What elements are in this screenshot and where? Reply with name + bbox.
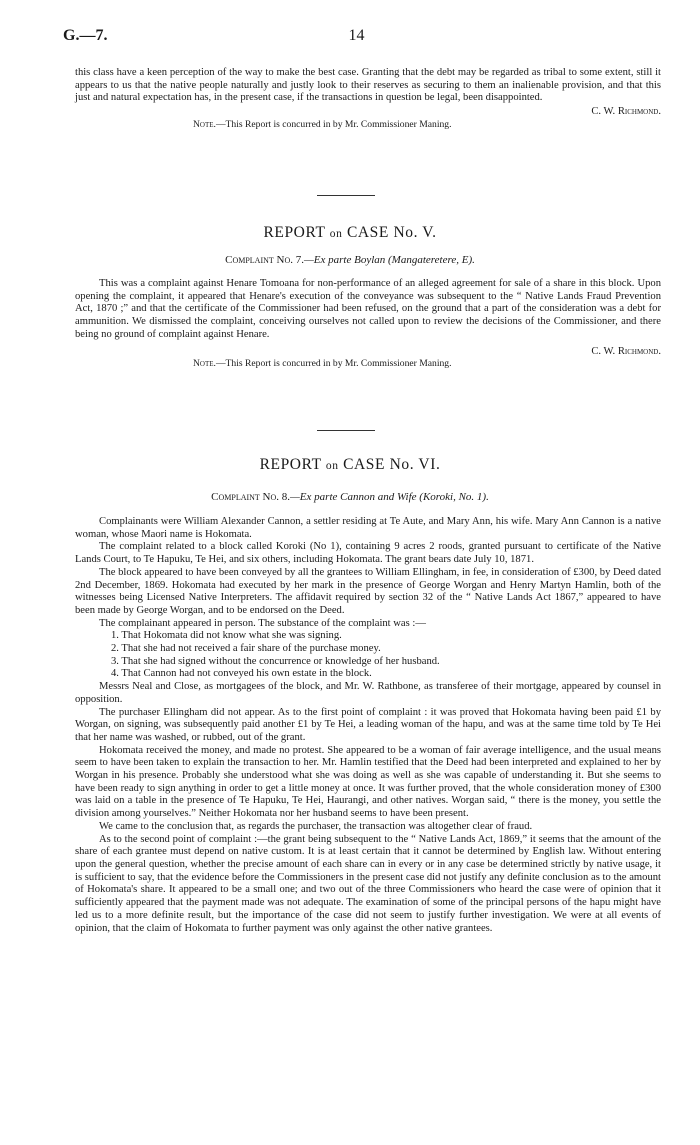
title-number: V.	[422, 224, 437, 241]
title-word: No.	[389, 456, 415, 473]
page-number: 14	[348, 27, 365, 44]
title-word: REPORT	[259, 456, 322, 473]
note-text: —This Report is concurred in by Mr. Commissioner Maning.	[215, 118, 452, 130]
section-divider	[317, 195, 375, 196]
complaint-place: (Koroki, No. 1).	[419, 491, 489, 503]
case6-paragraph: Hokomata received the money, and made no protest. She appeared to be a woman of fair average intelligence, and the usual means seem to have been taken to explain the transaction to her. Mr. Hamlin testified that the Deed had been interpreted and explained to her by Worgan in his presence. Probably she understood what she was doing as well as she was capable of understanding it. But she seems to have been ready to sign anything in order to get a little money at once. It was further proved, that the whole consideration money of £300 was laid on a table in the presence of Te Hapuku, Te Hei, Haurangi, and other natives. Worgan said, “ there is the money, you settle the division among yourselves.” Neither Hokomata nor her husband seems to have been present.	[75, 744, 661, 820]
complaint-point: 4. That Cannon had not conveyed his own estate in the block.	[111, 668, 372, 680]
note-text: —This Report is concurred in by Mr. Commissioner Maning.	[215, 358, 452, 370]
complaint-points-list	[75, 630, 661, 681]
complaint-place: (Mangateretere, E).	[388, 254, 475, 266]
complaint-point: 3. That she had signed without the concurrence or knowledge of her husband.	[111, 655, 440, 667]
intro-signature: C. W. Richmond.	[591, 106, 661, 118]
title-word: on	[329, 228, 343, 240]
note-label: Note.	[193, 118, 216, 130]
intro-paragraph: this class have a keen perception of the way to make the best case. Granting that the debt may be regarded as tribal to some extent, still it appears to us that the native people naturally and justly look to their reserves as securing to them an inalienable provision, and that this just and natural expectation has, in the present case, if the transactions in question be legal, been disappointed.	[75, 67, 661, 104]
section-divider	[317, 430, 375, 431]
case6-paragraph: Complainants were William Alexander Cannon, a settler residing at Te Aute, and Mary Ann, his wife. Mary Ann Cannon is a native woman, whose Maori name is Hokomata.	[75, 516, 661, 540]
complaint-party: —Ex parte Cannon and Wife	[290, 491, 417, 503]
case6-paragraph: The block appeared to have been conveyed by all the grantees to William Ellingham, in fee, in consideration of £300, by Deed dated 2nd December, 1869. Hokomata had executed by her mark in the presence of George Worgan and Henry Martyn Hamlin, both of the witnesses being Licensed Native Interpreters. The affidavit required by section 32 of the “ Native Lands Act 1867,” appeared to have been made by George Worgan, and to be endorsed on the Deed.	[75, 566, 661, 616]
case6-body	[75, 516, 661, 935]
complaint-point: 1. That Hokomata did not know what she was signing.	[111, 630, 342, 642]
title-word: CASE	[346, 224, 389, 241]
complaint-label: Complaint No. 7.	[225, 254, 304, 266]
note-label: Note.	[193, 358, 216, 370]
page-header	[63, 27, 650, 50]
case6-paragraph: The purchaser Ellingham did not appear. As to the first point of complaint : it was proved that Hokomata having been paid £1 by Worgan, on signing, was subsequently paid another £1 by Te Hei, a leading woman of the hapu, and was at the same time told by Te Hei that her name was washed, or rubbed, out of the grant.	[75, 706, 661, 743]
title-word: on	[325, 460, 339, 472]
title-word: REPORT	[263, 224, 326, 241]
case6-paragraph: The complainant appeared in person. The substance of the complaint was :—	[99, 617, 426, 629]
case5-paragraph: This was a complaint against Henare Tomoana for non-performance of an alleged agreement for sale of a share in this block. Upon opening the complaint, it appeared that Henare's execution of the conveyance was subsequent to the “ Native Lands Fraud Prevention Act, 1870 ;” and that the certificate of the Commissioner had been refused, on the ground that a part of the consideration was a debt for ammunition. We dismissed the complaint, conceiving ourselves not called upon to review the decisions of the Commissioner, and there being no ground of complaint against Henare.	[75, 278, 661, 340]
case5-note	[75, 358, 661, 371]
case6-paragraph: As to the second point of complaint :—the grant being subsequent to the “ Native Lands Act, 1869,” it seems that the amount of the share of each grantee must depend on native custom. It is at least certain that it cannot be determined by English law. Without entering upon the general question, whether the precise amount of each share can in every or in any case be determined strictly by native usage, it is sufficient to say, that the evidence before the Commissioners in the present case did not justify any definite conclusion as to the amount of Hokomata's share. It appeared to be a small one; and two out of the three Commissioners who heard the case were of opinion that it sufficiently appeared that the payment made was not adequate. The examination of some of the principal persons of the hapu might have led us to a more definite result, but the importance of the case did not seem to justify further investigation. We were at all events of opinion, that the claim of Hokomata to further payment was only against the other native grantees.	[75, 833, 661, 934]
case6-paragraph: We came to the conclusion that, as regards the purchaser, the transaction was altogether clear of fraud.	[99, 820, 533, 832]
complaint-label: Complaint No. 8.	[211, 491, 291, 503]
case6-paragraph: The complaint related to a block called Koroki (No 1), containing 9 acres 2 roods, granted pursuant to certificate of the Native Lands Court, to Te Hapuku, Te Hei, and six others, including Hokomata. The grant bears date July 10, 1871.	[75, 541, 661, 566]
title-word: CASE	[343, 456, 386, 473]
intro-section	[75, 67, 661, 132]
title-word: No.	[393, 224, 419, 241]
complaint-point: 2. That she had not received a fair share of the purchase money.	[111, 643, 381, 655]
series-label: G.—7.	[63, 27, 108, 44]
intro-note	[75, 119, 661, 132]
case5-complaint-line	[0, 254, 700, 267]
case6-title	[0, 456, 700, 473]
case5-title	[0, 224, 700, 241]
title-number: VI.	[418, 456, 441, 473]
case5-signature: C. W. Richmond.	[591, 345, 661, 357]
complaint-party: —Ex parte Boylan	[304, 254, 386, 266]
case6-complaint-line	[0, 491, 700, 504]
case5-body	[75, 278, 661, 371]
case6-paragraph: Messrs Neal and Close, as mortgagees of the block, and Mr. W. Rathbone, as transferee of their mortgage, appeared by counsel in opposition.	[75, 681, 661, 705]
